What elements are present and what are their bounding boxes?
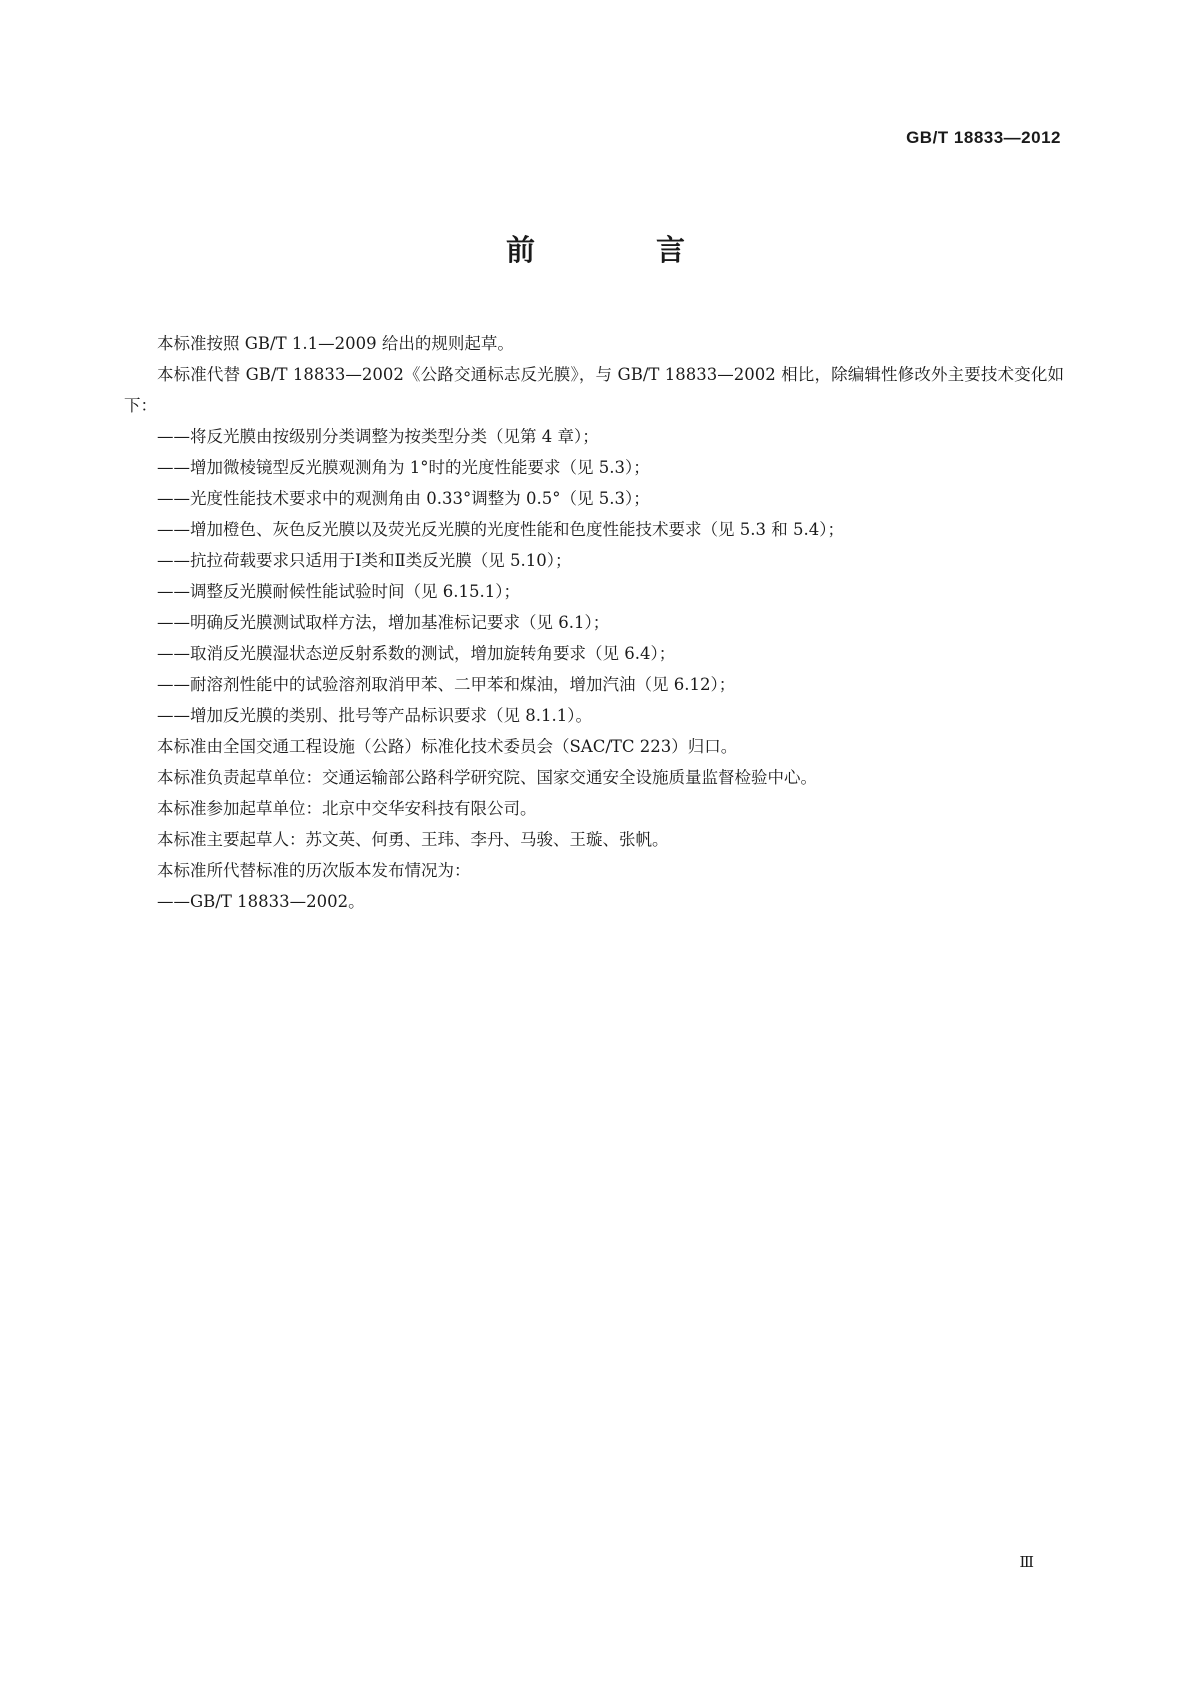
list-item: ——增加微棱镜型反光膜观测角为 1°时的光度性能要求（见 5.3）； [157, 458, 650, 477]
preface-body [124, 328, 1064, 917]
list-item: ——明确反光膜测试取样方法，增加基准标记要求（见 6.1）； [157, 613, 610, 632]
standard-code: GB/T 18833—2012 [906, 128, 1061, 147]
history-list [124, 886, 1064, 917]
page-number: Ⅲ [1019, 1553, 1034, 1571]
paragraph-main-drafters: 本标准主要起草人：苏文英、何勇、王玮、李丹、马骏、王璇、张帆。 [157, 830, 669, 849]
list-item: ——将反光膜由按级别分类调整为按类型分类（见第 4 章）； [157, 427, 599, 446]
list-item: ——增加橙色、灰色反光膜以及荧光反光膜的光度性能和色度性能技术要求（见 5.3 和 5.4）； [157, 520, 844, 539]
paragraph-replacement: 本标准代替 GB/T 18833—2002《公路交通标志反光膜》，与 GB/T 18833—2002 相比，除编辑性修改外主要技术变化如下： [124, 365, 1064, 415]
list-item: ——取消反光膜湿状态逆反射系数的测试，增加旋转角要求（见 6.4）； [157, 644, 676, 663]
list-item: ——耐溶剂性能中的试验溶剂取消甲苯、二甲苯和煤油，增加汽油（见 6.12）； [157, 675, 736, 694]
paragraph-lead-drafters: 本标准负责起草单位：交通运输部公路科学研究院、国家交通安全设施质量监督检验中心。 [157, 768, 817, 787]
paragraph-drafting-rules: 本标准按照 GB/T 1.1—2009 给出的规则起草。 [157, 334, 514, 353]
paragraph-version-history: 本标准所代替标准的历次版本发布情况为： [157, 861, 471, 880]
paragraph-committee: 本标准由全国交通工程设施（公路）标准化技术委员会（SAC/TC 223）归口。 [157, 737, 738, 756]
list-item: ——光度性能技术要求中的观测角由 0.33°调整为 0.5°（见 5.3）； [157, 489, 650, 508]
page-title: 前 言 [505, 233, 731, 267]
changes-list [124, 421, 1064, 731]
paragraph-participating-drafters: 本标准参加起草单位：北京中交华安科技有限公司。 [157, 799, 537, 818]
list-item: ——增加反光膜的类别、批号等产品标识要求（见 8.1.1）。 [157, 706, 592, 725]
list-item: ——抗拉荷载要求只适用于Ⅰ类和Ⅱ类反光膜（见 5.10）； [157, 551, 572, 570]
list-item: ——调整反光膜耐候性能试验时间（见 6.15.1）； [157, 582, 520, 601]
list-item: ——GB/T 18833—2002。 [157, 892, 365, 911]
